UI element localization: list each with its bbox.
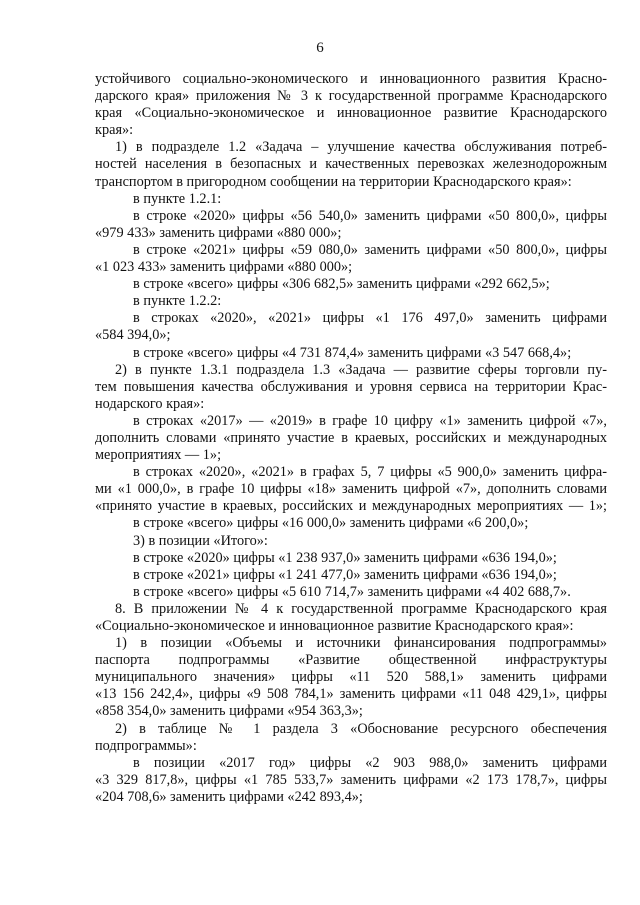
text-line: подпрограммы»: xyxy=(95,737,197,754)
text-line: тем повышения качества обслуживания и уровня сервиса на территории Крас- xyxy=(95,378,607,395)
text-line: в строках «2020», «2021» цифры «1 176 497,0» заменить цифрами xyxy=(133,310,607,327)
text-line: дарского края» приложения № 3 к государственной программе Краснодарского xyxy=(95,88,607,105)
text-line: в строке «2020» цифры «1 238 937,0» заменить цифрами «636 194,0»; xyxy=(133,549,557,566)
text-line: «принято участие в краевых, российских и международных мероприятиях — 1»; xyxy=(95,498,607,515)
text-line: 8. В приложении № 4 к государственной программе Краснодарского края xyxy=(115,600,607,617)
text-line: дополнить словами «принято участие в краевых, российских и международных xyxy=(95,429,607,446)
text-line: в пункте 1.2.1: xyxy=(133,190,222,207)
text-line: 2) в пункте 1.3.1 подраздела 1.3 «Задача — развитие сферы торговли пу- xyxy=(115,361,607,378)
text-line: паспорта подпрограммы «Развитие общественной инфраструктуры xyxy=(95,652,607,669)
text-line: устойчивого социально-экономического и инновационного развития Красно- xyxy=(95,71,607,87)
text-line: ми «1 000,0», в графе 10 цифры «18» заменить цифрой «7», дополнить словами xyxy=(95,481,607,498)
page-number: 6 xyxy=(316,40,324,56)
text-line: «1 023 433» заменить цифрами «880 000»; xyxy=(95,259,353,276)
text-line: края»: xyxy=(95,122,134,139)
text-line: «Социально-экономическое и инновационное развитие Краснодарского края»: xyxy=(95,618,574,634)
text-line: 3) в позиции «Итого»: xyxy=(133,532,268,549)
text-line: в позиции «2017 год» цифры «2 903 988,0» заменить цифрами xyxy=(133,754,607,771)
text-line: в строке «2021» цифры «59 080,0» заменить цифрами «50 800,0», цифры xyxy=(133,241,607,258)
text-line: в строке «всего» цифры «4 731 874,4» заменить цифрами «3 547 668,4»; xyxy=(133,344,572,361)
text-line: ностей населения в безопасных и качественных перевозках железнодорожным xyxy=(95,156,607,173)
text-line: 1) в подразделе 1.2 «Задача – улучшение качества обслуживания потреб- xyxy=(115,139,607,156)
text-line: в пункте 1.2.2: xyxy=(133,293,222,310)
text-line: муниципального значения» цифры «11 520 588,1» заменить цифрами xyxy=(95,669,607,686)
text-line: в строках «2017» — «2019» в графе 10 цифру «1» заменить цифрой «7», xyxy=(133,412,607,429)
text-line: края «Социально-экономическое и инновационное развитие Краснодарского xyxy=(95,105,607,122)
text-line: «3 329 817,8», цифры «1 785 533,7» заменить цифрами «2 173 178,7», цифры xyxy=(95,771,607,788)
text-line: 1) в позиции «Объемы и источники финансирования подпрограммы» xyxy=(115,635,607,652)
text-line: в строке «всего» цифры «16 000,0» заменить цифрами «6 200,0»; xyxy=(133,515,529,532)
text-line: «204 708,6» заменить цифрами «242 893,4»; xyxy=(95,788,363,805)
text-line: «979 433» заменить цифрами «880 000»; xyxy=(95,224,342,241)
text-line: мероприятиях — 1»; xyxy=(95,447,222,464)
text-line: в строке «2020» цифры «56 540,0» заменить цифрами «50 800,0», цифры xyxy=(133,207,607,224)
text-line: «858 354,0» заменить цифрами «954 363,3»; xyxy=(95,703,363,720)
text-line: транспортом в пригородном сообщении на территории Краснодарского края»: xyxy=(95,173,572,190)
text-line: 2) в таблице № 1 раздела 3 «Обоснование ресурсного обеспечения xyxy=(115,720,607,737)
text-line: «584 394,0»; xyxy=(95,327,171,344)
text-line: в строке «всего» цифры «5 610 714,7» заменить цифрами «4 402 688,7». xyxy=(133,583,571,600)
text-line: в строках «2020», «2021» в графах 5, 7 цифры «5 900,0» заменить цифра- xyxy=(133,464,607,481)
text-line: «13 156 242,4», цифры «9 508 784,1» заменить цифрами «11 048 429,1», цифры xyxy=(95,686,607,703)
document-body xyxy=(95,71,607,806)
text-line: нодарского края»: xyxy=(95,395,205,412)
text-line: в строке «2021» цифры «1 241 477,0» заменить цифрами «636 194,0»; xyxy=(133,566,557,583)
text-line: в строке «всего» цифры «306 682,5» заменить цифрами «292 662,5»; xyxy=(133,276,550,293)
